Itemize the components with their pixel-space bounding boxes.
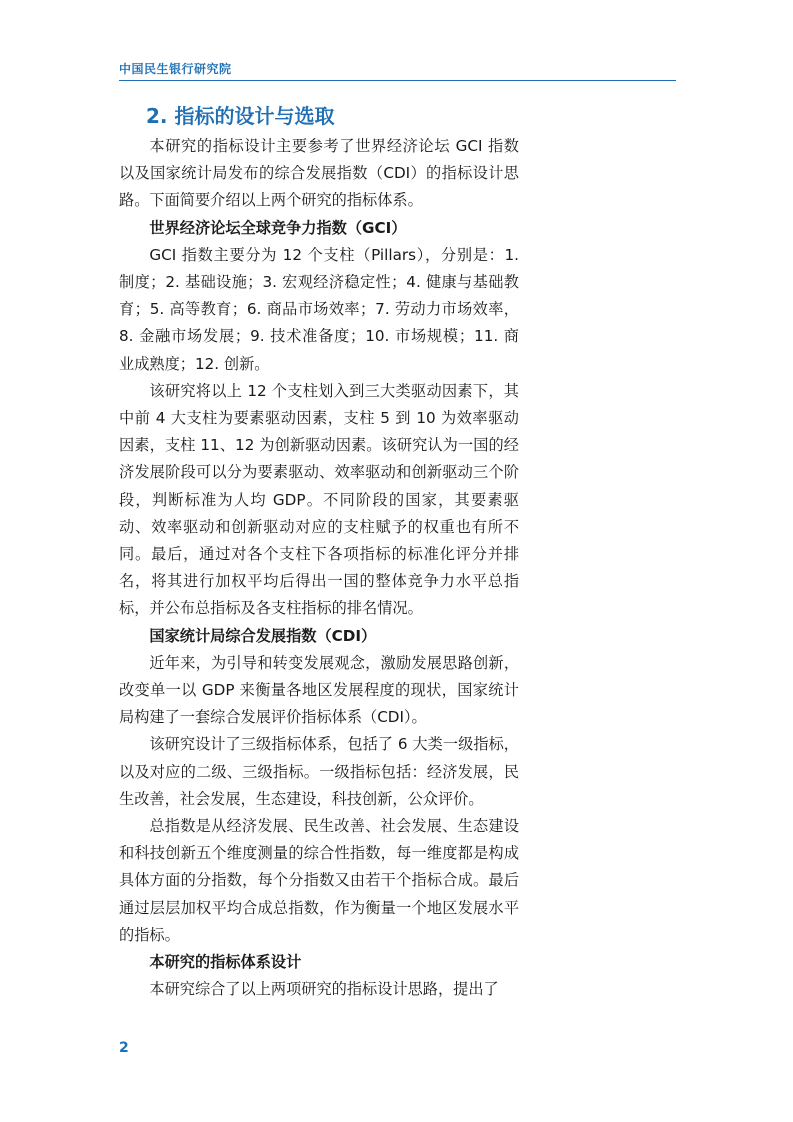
header-org-name: 中国民生银行研究院 xyxy=(119,62,232,76)
gci-pillars-paragraph: GCI 指数主要分为 12 个支柱（Pillars），分别是：1. 制度；2. 基础设施；3. 宏观经济稳定性；4. 健康与基础教育；5. 高等教育；6. 商品市场效率；7. 劳动力市场效率，8. 金融市场发展；9. 技术准备度；10. 市场规模；11. 商业成熟度；12. 创新。 xyxy=(119,245,519,373)
page-header xyxy=(119,58,676,81)
body-text xyxy=(119,133,519,1004)
own-system-paragraph: 本研究综合了以上两项研究的指标设计思路，提出了 xyxy=(149,980,499,999)
cdi-levels-paragraph: 该研究设计了三级指标体系，包括了 6 大类一级指标，以及对应的二级、三级指标。一级指标包括：经济发展，民生改善，社会发展，生态建设，科技创新，公众评价。 xyxy=(119,735,519,808)
cdi-heading: 国家统计局综合发展指数（CDI） xyxy=(149,626,377,645)
own-system-heading: 本研究的指标体系设计 xyxy=(149,953,302,972)
page-number: 2 xyxy=(119,1040,129,1056)
cdi-intro-paragraph: 近年来，为引导和转变发展观念，激励发展思路创新，改变单一以 GDP 来衡量各地区发展程度的现状，国家统计局构建了一套综合发展评价指标体系（CDI）。 xyxy=(119,653,519,727)
intro-paragraph: 本研究的指标设计主要参考了世界经济论坛 GCI 指数以及国家统计局发布的综合发展指数（CDI）的指标设计思路。下面简要介绍以上两个研究的指标体系。 xyxy=(119,137,519,210)
cdi-total-index-paragraph: 总指数是从经济发展、民生改善、社会发展、生态建设和科技创新五个维度测量的综合性指数，每一维度都是构成具体方面的分指数，每个分指数又由若干个指标合成。最后通过层层加权平均合成总指数，作为衡量一个地区发展水平的指标。 xyxy=(119,817,519,944)
section-title: 2. 指标的设计与选取 xyxy=(146,104,335,128)
gci-drivers-paragraph: 该研究将以上 12 个支柱划入到三大类驱动因素下，其中前 4 大支柱为要素驱动因素，支柱 5 到 10 为效率驱动因素，支柱 11、12 为创新驱动因素。该研究认为一国的经济发展阶段可以分为要素驱动、效率驱动和创新驱动三个阶段，判断标准为人均 GDP。不同阶段的国家，其要素驱动、效率驱动和创新驱动对应的支柱赋予的权重也有所不同。最后，通过对各个支柱下各项指标的标准化评分并排名，将其进行加权平均后得出一国的整体竞争力水平总指标，并公布总指标及各支柱指标的排名情况。 xyxy=(119,381,519,618)
gci-heading: 世界经济论坛全球竞争力指数（GCI） xyxy=(149,218,407,237)
